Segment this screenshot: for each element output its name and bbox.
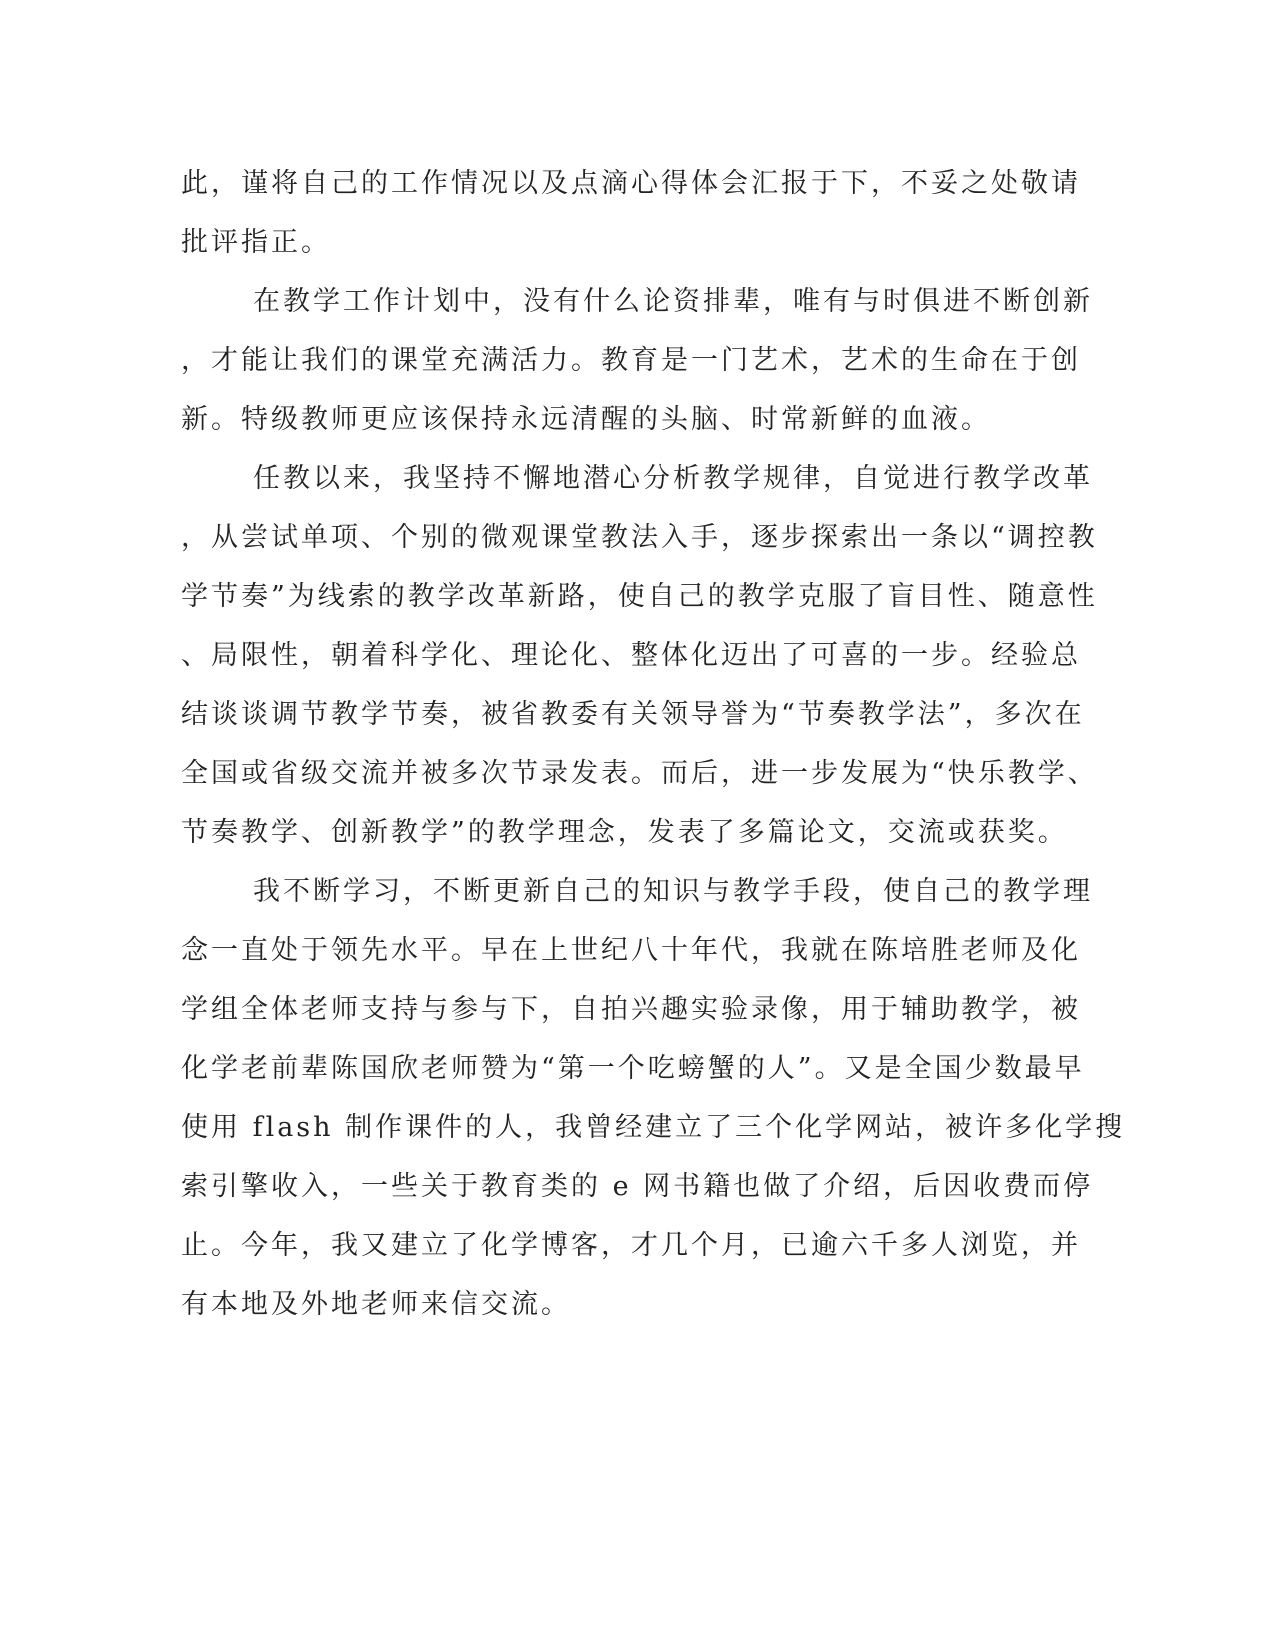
text-line: 结谈谈调节教学节奏，被省教委有关领导誉为“节奏教学法”，多次在	[181, 699, 1085, 730]
paragraph-first-line: 我不断学习，不断更新自己的知识与教学手段，使自己的教学理	[253, 876, 1093, 907]
text-line: 节奏教学、创新教学”的教学理念，发表了多篇论文，交流或获奖。	[181, 817, 1068, 848]
paragraph-first-line: 在教学工作计划中，没有什么论资排辈，唯有与时俱进不断创新	[253, 286, 1093, 317]
text-line: 念一直处于领先水平。早在上世纪八十年代，我就在陈培胜老师及化	[181, 935, 1081, 966]
text-line: 学节奏”为线索的教学改革新路，使自己的教学克服了盲目性、随意性	[181, 581, 1098, 612]
text-line: 、局限性，朝着科学化、理论化、整体化迈出了可喜的一步。经验总	[181, 640, 1081, 671]
text-line: 索引擎收入，一些关于教育类的 e 网书籍也做了介绍，后因收费而停	[181, 1171, 1094, 1202]
text-line: 学组全体老师支持与参与下，自拍兴趣实验录像，用于辅助教学，被	[181, 994, 1081, 1025]
document-body	[181, 154, 1126, 1334]
text-line: 全国或省级交流并被多次节录发表。而后，进一步发展为“快乐教学、	[181, 758, 1098, 789]
text-line: 使用 flash 制作课件的人，我曾经建立了三个化学网站，被许多化学搜	[181, 1112, 1126, 1143]
text-line: 有本地及外地老师来信交流。	[181, 1289, 571, 1320]
paragraph-first-line: 任教以来，我坚持不懈地潜心分析教学规律，自觉进行教学改革	[253, 463, 1093, 494]
text-line: ，才能让我们的课堂充满活力。教育是一门艺术，艺术的生命在于创	[181, 345, 1081, 376]
text-line: 止。今年，我又建立了化学博客，才几个月，已逾六千多人浏览，并	[181, 1230, 1081, 1261]
text-line: 此，谨将自己的工作情况以及点滴心得体会汇报于下，不妥之处敬请	[181, 168, 1081, 199]
text-line: 化学老前辈陈国欣老师赞为“第一个吃螃蟹的人”。又是全国少数最早	[181, 1053, 1085, 1084]
text-line: ，从尝试单项、个别的微观课堂教法入手，逐步探索出一条以“调控教	[181, 522, 1098, 553]
text-line: 新。特级教师更应该保持永远清醒的头脑、时常新鲜的血液。	[181, 404, 991, 435]
text-line: 批评指正。	[181, 227, 331, 258]
